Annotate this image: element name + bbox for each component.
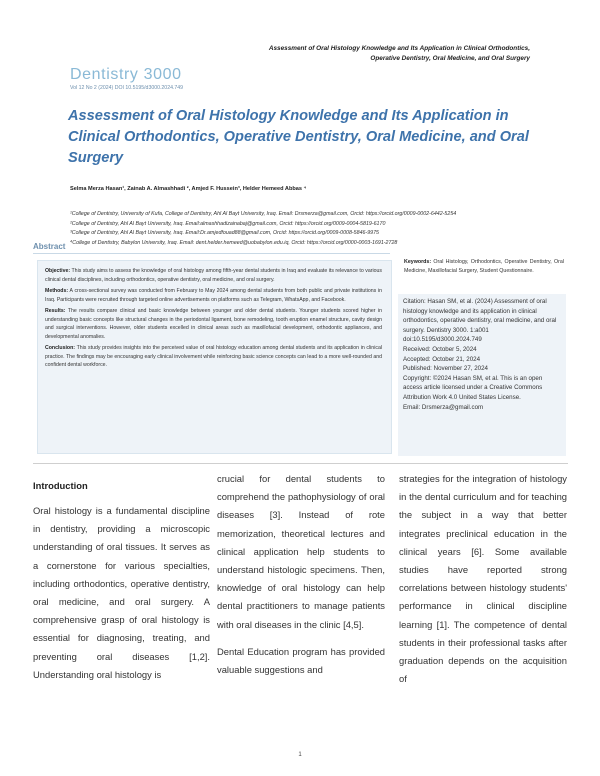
page-number: 1 — [298, 752, 302, 758]
accepted-date: Accepted: October 21, 2024 — [403, 355, 481, 363]
running-head-line-1: Assessment of Oral Histology Knowledge and Its Application in Clinical Orthodontics, — [268, 45, 530, 52]
results-label: Results: — [45, 308, 66, 314]
intro-col3-text: strategies for the integration of histology in the dental curriculum and for teaching the subject in a way that better integrates preclinical education in the clinical years [6]. Some available studies have reported strong correlations between histology students' performance in clinical discipline learning [1]. The competence of dental students in their professional tasks after graduation depends on the acquisition of — [399, 473, 567, 685]
abstract-divider — [33, 253, 390, 254]
conclusion-text: This study provides insights into the perceived value of oral histology education among dental students and its application in clinical practice. The findings may be encouraging early clinical involvement while reinforcing basic science concepts can lead to a more well-rounded and confident dental workforce. — [45, 345, 382, 368]
running-head-line-2: Operative Dentistry, Oral Medicine, and Oral Surgery — [370, 55, 530, 62]
journal-logo: Dentistry 3000 — [70, 66, 182, 83]
intro-column-3 — [399, 470, 567, 688]
citation-text: Citation: Hasan SM, et al. (2024) Assessment of oral histology knowledge and its application in clinical orthodontics, operative dentistry, oral medicine, and oral surgery. Dentistry 3000. 1:a001 doi:10.5195/d3000.2024.749 — [403, 298, 557, 344]
methods-label: Methods: — [45, 288, 69, 294]
paper-title: Assessment of Oral Histology Knowledge and Its Application in Clinical Orthodontics, Operative Dentistry, Oral Medicine, and Oral Surgery — [68, 108, 529, 166]
abstract-results — [45, 307, 382, 341]
citation-info — [403, 297, 563, 412]
affiliations — [70, 210, 540, 248]
affiliation-3: ³College of Dentistry, Ahl Al Bayt University, Iraq. Email:Dr.amjedfouad88@gmail.com, Orcid: https://orcid.org/0009-0008-5846-9975 — [70, 230, 380, 237]
abstract-heading: Abstract — [33, 242, 66, 251]
objective-text: This study aims to assess the knowledge of oral histology among fifth-year dental students in Iraq and evaluate its relevance to various clinical dental disciplines, including orthodontics, operative dentistry, oral medicine, and oral surgery. — [45, 268, 382, 283]
corresponding-email: Email: Drsmerza@gmail.com — [403, 403, 484, 411]
intro-col2-para-1: crucial for dental students to comprehend the pathophysiology of oral diseases [3]. Instead of rote memorization, theoretical lectures and clinical application help students to understand histologic specimens. Then, knowledge of oral histology can help dental practitioners to manage patients with oral diseases in the clinic [4,5]. — [217, 473, 385, 630]
intro-col2-para-2: Dental Education program has provided valuable suggestions and — [217, 645, 385, 676]
intro-column-1 — [33, 502, 210, 684]
abstract-body — [45, 267, 382, 373]
keywords-label: Keywords: — [404, 259, 432, 265]
abstract-conclusion — [45, 344, 382, 370]
intro-col1-text: Oral histology is a fundamental discipline in dentistry, providing a microscopic understanding of oral tissues. It serves as a cornerstone for various specialties, including orthodontics, operative dentistry, oral medicine, and oral surgery. A comprehensive grasp of oral histology is essential for diagnosing, treating, and preventing oral diseases [1,2]. Understanding oral histology is — [33, 505, 210, 680]
keywords — [404, 258, 564, 275]
affiliation-4: ⁴College of Dentistry, Babylon University, Iraq. Email: dent.helder.hemeed@uobabylon.edu.iq, Orcid: https://orcid.org/0000-0003-1691-2728 — [70, 239, 398, 246]
section-divider — [33, 463, 568, 464]
running-head — [170, 44, 530, 64]
affiliation-2: ²College of Dentistry, Ahl Al Bayt University, Iraq. Email:almashhadizainabaj@gmail.com, Orcid: https://orcid.org/0009-0004-5819-6170 — [70, 220, 386, 227]
author-list: Selma Merza Hasan¹, Zainab A. Almashhadi ², Amjed F. Hussein³, Helder Hemeed Abbas ⁴ — [70, 186, 307, 192]
abstract-objective — [45, 267, 382, 284]
intro-column-2 — [217, 470, 385, 679]
received-date: Received: October 5, 2024 — [403, 345, 477, 353]
copyright-notice: Copyright: ©2024 Hasan SM, et al. This is an open access article licensed under a Creative Commons Attribution Work 4.0 United States License. — [403, 374, 543, 401]
keywords-text: Oral Histology, Orthodontics, Operative Dentistry, Oral Medicine, Maxillofacial Surgery, Student Questionnaire. — [404, 259, 564, 274]
abstract-methods — [45, 287, 382, 304]
journal-meta: Vol 12 No 2 (2024) DOI 10.5195/d3000.2024.749 — [70, 85, 184, 91]
methods-text: A cross-sectional survey was conducted from February to May 2024 among dental students from both public and private institutions in Iraq. Participants were recruited through targeted online advertisements on platforms such as Telegram, WhatsApp, and Facebook. — [45, 288, 383, 303]
results-text: The results compare clinical and basic knowledge between younger and older dental students. Younger students scored higher in understanding basic concepts like structural changes in the periodontal ligament, bone remodeling, tooth eruption enamel structure, cavity design and surgical interventions. However, older students excelled in clinical areas such as maxillofacial development, orthodontic appliances, and developmental anomalies. — [45, 308, 382, 340]
conclusion-label: Conclusion: — [45, 345, 75, 351]
published-date: Published: November 27, 2024 — [403, 365, 488, 373]
affiliation-1: ¹College of Dentistry, University of Kufa, College of Dentistry, Ahl Al Bayt University, Iraq. Email: Drsmerza@gmail.com, Orcid: https://orcid.org/0009-0002-6442-5254 — [70, 211, 457, 217]
introduction-heading: Introduction — [33, 480, 88, 491]
objective-label: Objective: — [45, 268, 71, 274]
